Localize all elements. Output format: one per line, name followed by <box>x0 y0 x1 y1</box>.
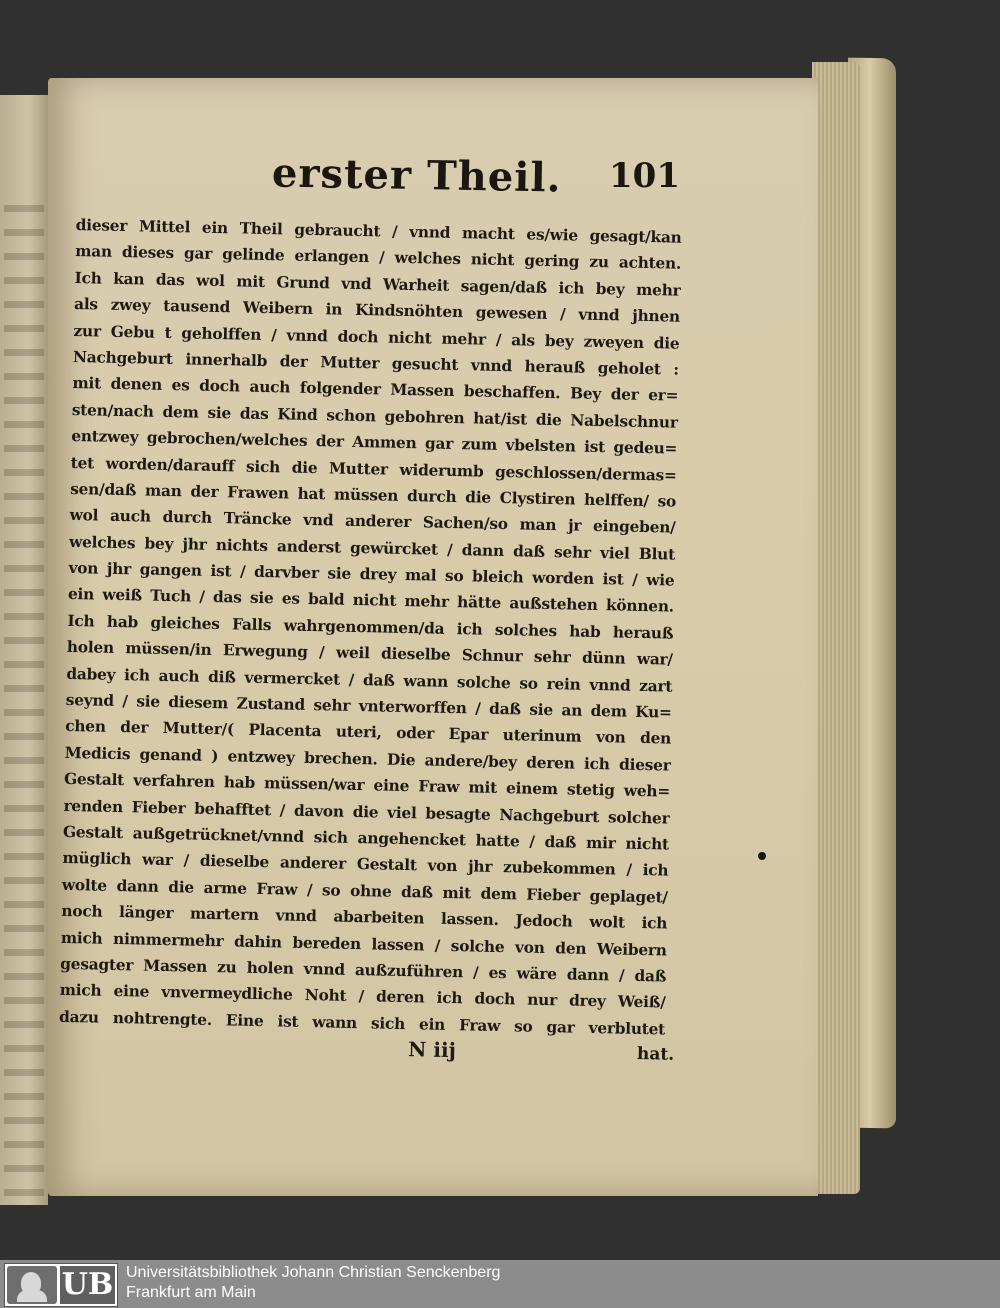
text-line: sen/daß man der Frawen hat müssen durch die Clystiren helffen/ so <box>70 479 677 511</box>
signature-mark: N iij <box>407 1037 457 1063</box>
text-line: ein weiß Tuch / das sie es bald nicht mehr hätte außstehen können. <box>67 585 675 617</box>
text-line: gesagter Massen zu holen vnnd außzuführen / es wäre dann / daß <box>60 954 667 986</box>
text-line: entzwey gebrochen/welches der Ammen gar zum vbelsten ist gedeu= <box>71 427 678 458</box>
text-line: zur Gebu t geholffen / vnnd doch nicht mehr / als bey zweyen die <box>73 321 680 353</box>
running-head: erster Theil. <box>271 149 562 202</box>
page-footer <box>408 1037 679 1083</box>
text-line: Gestalt außgetrücknet/vnnd sich angehencket hatte / daß mir nicht <box>62 822 670 854</box>
text-line: man dieses gar gelinde erlangen / welches nicht gering zu achten. <box>74 242 682 274</box>
text-line: müglich war / dieselbe anderer Gestalt von jhr zubekommen / ich <box>62 849 669 880</box>
catchword: hat. <box>636 1043 675 1065</box>
text-line: mich eine vnvermeydliche Noht / deren ich doch nur drey Weiß/ <box>59 981 666 1012</box>
page-block-edges <box>812 62 860 1194</box>
text-line: als zwey tausend Weibern in Kindsnöhten gewesen / vnnd jhnen <box>73 295 681 326</box>
text-line: Nachgeburt innerhalb der Mutter gesucht vnnd herauß geholet : <box>72 347 680 379</box>
ink-speck <box>758 852 766 860</box>
institution-footer-bar <box>0 1260 1000 1308</box>
text-line: chen der Mutter/( Placenta uteri, oder Epar uterinum von den <box>65 717 672 748</box>
text-line: Ich kan das wol mit Grund vnd Warheit sagen/daß ich bey mehr <box>74 268 681 300</box>
text-line: sten/nach dem sie das Kind schon gebohren hat/ist die Nabelschnur <box>71 400 678 432</box>
text-line: wol auch durch Träncke vnd anderer Sachen/so man jr eingeben/ <box>69 506 676 537</box>
text-line: dabey ich auch diß vermercket / daß wann solche so rein vnnd zart <box>66 664 673 696</box>
text-line: von jhr gangen ist / darvber sie drey mal so bleich worden ist / wie <box>68 559 675 590</box>
text-line: holen müssen/in Erwegung / weil dieselbe Schnur sehr dünn war/ <box>66 638 673 669</box>
text-line: mich nimmermehr dahin bereden lassen / solche von den Weibern <box>60 928 667 960</box>
text-line: Ich hab gleiches Falls wahrgenommen/da ich solches hab herauß <box>67 611 674 643</box>
library-logo[interactable] <box>4 1263 118 1307</box>
text-line: renden Fieber behafftet / davon die viel besagte Nachgeburt solcher <box>63 796 670 828</box>
facing-page-text-fragments <box>4 205 44 1205</box>
body-text <box>59 212 682 1043</box>
page-header <box>271 149 692 208</box>
text-line: tet worden/darauff sich die Mutter widerumb geschlossen/dermas= <box>70 453 677 485</box>
page-number: 101 <box>609 156 680 196</box>
institution-city: Frankfurt am Main <box>126 1284 256 1301</box>
logo-text: UB <box>61 1267 114 1302</box>
text-line: mit denen es doch auch folgender Massen beschaffen. Bey der er= <box>72 374 679 405</box>
facing-page-edge <box>0 95 48 1205</box>
text-line: seynd / sie diesem Zustand sehr vnterworffen / daß sie an dem Ku= <box>65 690 672 722</box>
text-line: wolte dann die arme Fraw / so ohne daß mit dem Fieber geplaget/ <box>61 875 668 907</box>
text-line: Medicis genand ) entzwey brechen. Die andere/bey deren ich dieser <box>64 743 671 775</box>
text-line: welches bey jhr nichts anderst gewürcket / dann daß sehr viel Blut <box>68 532 676 564</box>
text-line: dazu nohtrengte. Eine ist wann sich ein Fraw so gar verblutet <box>58 1007 666 1039</box>
institution-name: Universitätsbibliothek Johann Christian Senckenberg <box>126 1264 501 1281</box>
text-line: Gestalt verfahren hab müssen/war eine Fraw mit einem stetig weh= <box>63 770 671 801</box>
portrait-icon <box>7 1266 57 1304</box>
text-line: noch länger martern vnnd abarbeiten lassen. Jedoch wolt ich <box>61 902 668 933</box>
text-line: dieser Mittel ein Theil gebraucht / vnnd macht es/wie gesagt/kan <box>75 215 682 247</box>
